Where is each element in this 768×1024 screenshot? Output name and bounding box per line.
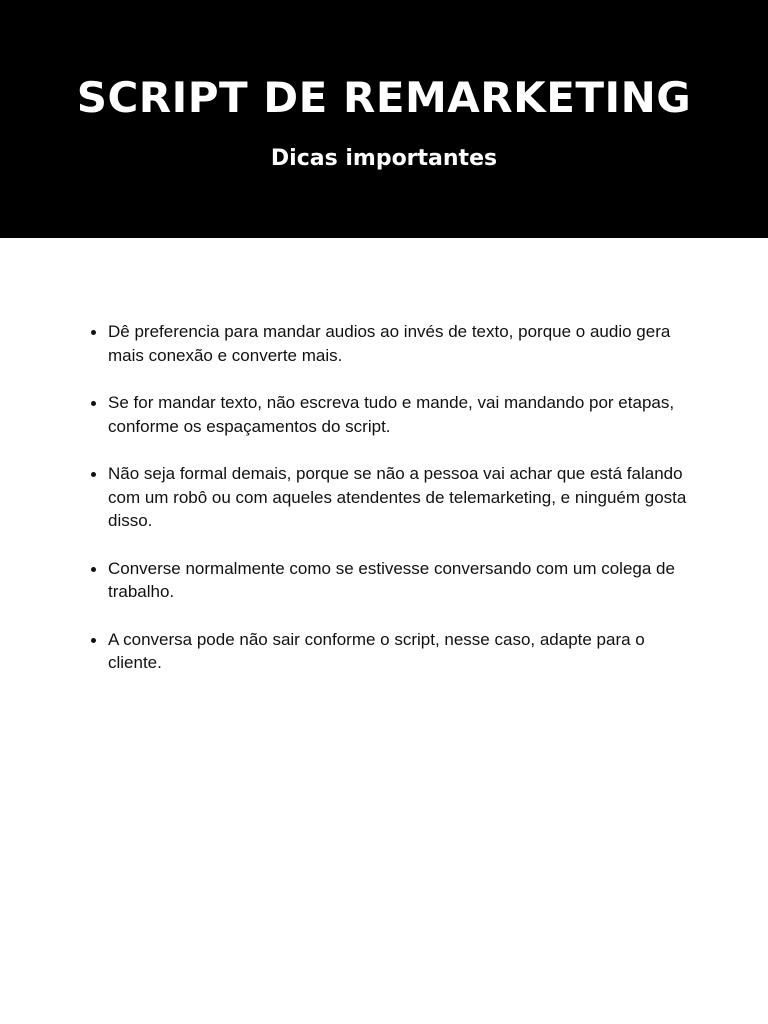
tip-text: Dê preferencia para mandar audios ao invés de texto, porque o audio gera mais conexão e converte mais.	[108, 322, 671, 365]
bullet-icon	[91, 567, 96, 572]
list-item	[86, 320, 696, 367]
tip-text: A conversa pode não sair conforme o script, nesse caso, adapte para o cliente.	[108, 629, 645, 672]
header-banner	[0, 0, 768, 238]
list-item	[86, 557, 696, 604]
tip-text: Se for mandar texto, não escreva tudo e mande, vai mandando por etapas, conforme os espaçamentos do script.	[108, 393, 675, 436]
tips-list	[86, 320, 696, 699]
bullet-icon	[91, 401, 96, 406]
bullet-icon	[91, 472, 96, 477]
tip-text: Converse normalmente como se estivesse conversando com um colega de trabalho.	[108, 558, 675, 601]
list-item	[86, 462, 696, 533]
list-item	[86, 628, 696, 675]
page-title: SCRIPT DE REMARKETING	[76, 73, 692, 122]
bullet-icon	[91, 638, 96, 643]
tip-text: Não seja formal demais, porque se não a pessoa vai achar que está falando com um robô ou com aqueles atendentes de telemarketing, e ninguém gosta disso.	[108, 464, 687, 530]
page-subtitle: Dicas importantes	[270, 146, 498, 171]
list-item	[86, 391, 696, 438]
bullet-icon	[91, 330, 96, 335]
